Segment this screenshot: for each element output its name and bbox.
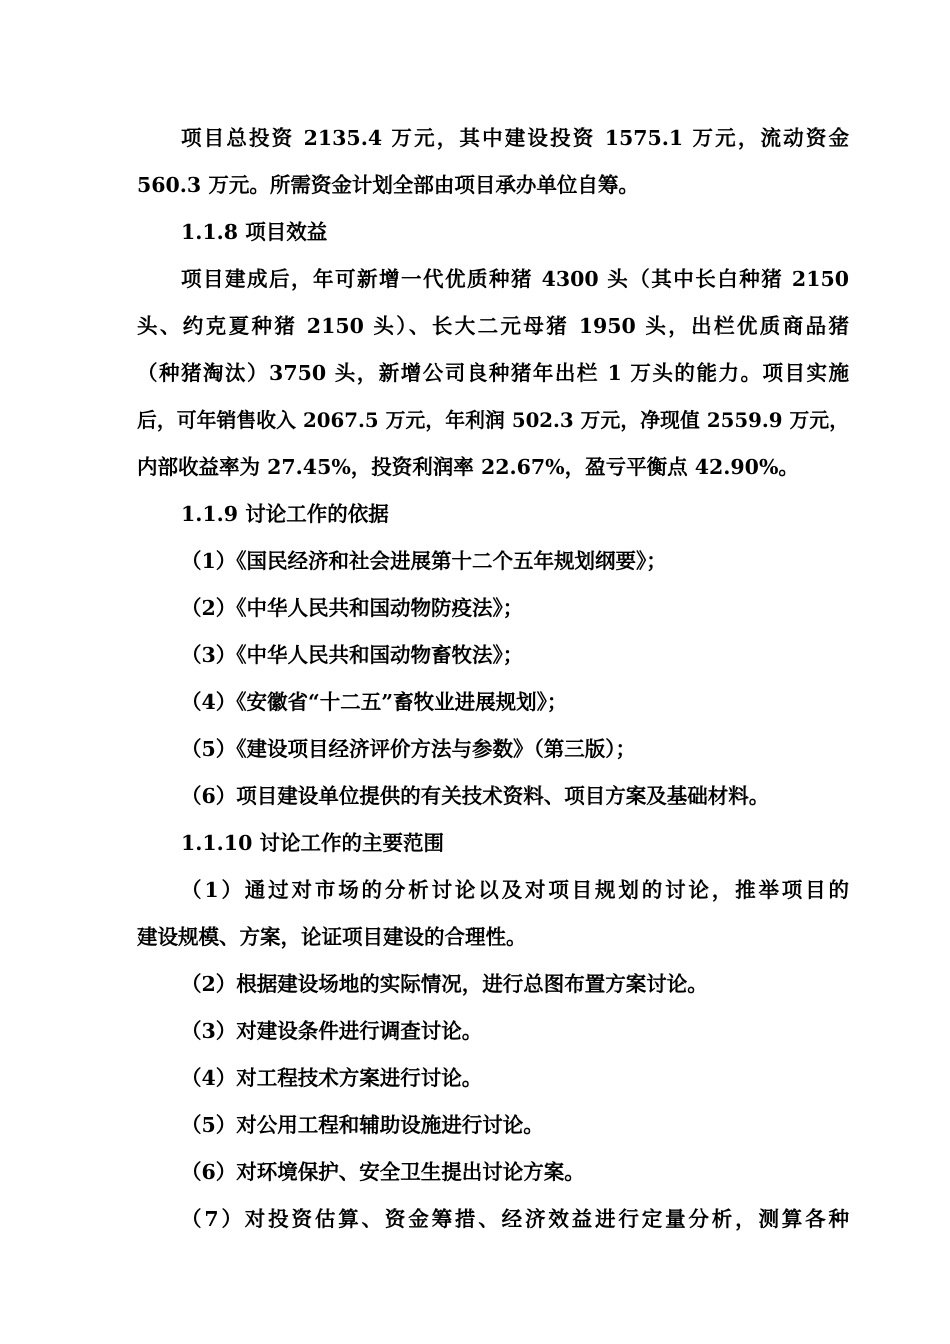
basis-list-item: （3）《中华人民共和国动物畜牧法》； [181,643,524,667]
basis-list-item: （5）《建设项目经济评价方法与参数》（第三版）； [181,737,637,761]
basis-list-item: （2）《中华人民共和国动物防疫法》； [181,596,524,620]
scope-list-item: （5）对公用工程和辅助设施进行讨论。 [181,1113,544,1137]
paragraph-benefits-line-4: 后，可年销售收入 2067.5 万元，年利润 502.3 万元，净现值 2559.9 万元， [137,408,849,432]
basis-list-item: （1）《国民经济和社会进展第十二个五年规划纲要》； [181,549,667,573]
section-heading-benefits: 1.1.8 项目效益 [181,220,328,244]
paragraph-investment-line-1: 项目总投资 2135.4 万元，其中建设投资 1575.1 万元，流动资金 [181,126,849,150]
scope-list-item: （6）对环境保护、安全卫生提出讨论方案。 [181,1160,585,1184]
paragraph-benefits-line-1: 项目建成后，年可新增一代优质种猪 4300 头（其中长白种猪 2150 [181,267,849,291]
basis-list-item: （4）《安徽省“十二五”畜牧业进展规划》； [181,690,568,714]
paragraph-investment-line-2: 560.3 万元。所需资金计划全部由项目承办单位自筹。 [137,173,639,197]
section-heading-basis: 1.1.9 讨论工作的依据 [181,502,389,526]
paragraph-benefits-line-5: 内部收益率为 27.45%，投资利润率 22.67%，盈亏平衡点 42.90%。 [137,455,799,479]
scope-list-item: （3）对建设条件进行调查讨论。 [181,1019,483,1043]
document-body [137,115,849,1243]
scope-list-item-continuation: 建设规模、方案，论证项目建设的合理性。 [137,925,527,949]
scope-list-item: （2）根据建设场地的实际情况，进行总图布置方案讨论。 [181,972,708,996]
scope-list-item: （1）通过对市场的分析讨论以及对项目规划的讨论，推举项目的 [181,878,849,902]
section-heading-scope: 1.1.10 讨论工作的主要范围 [181,831,444,855]
scope-list-item: （4）对工程技术方案进行讨论。 [181,1066,483,1090]
scope-list-item: （7）对投资估算、资金筹措、经济效益进行定量分析，测算各种 [181,1207,849,1231]
basis-list-item: （6）项目建设单位提供的有关技术资料、项目方案及基础材料。 [181,784,770,808]
paragraph-benefits-line-3: （种猪淘汰）3750 头，新增公司良种猪年出栏 1 万头的能力。项目实施 [137,361,849,385]
paragraph-benefits-line-2: 头、约克夏种猪 2150 头）、长大二元母猪 1950 头，出栏优质商品猪 [137,314,849,338]
